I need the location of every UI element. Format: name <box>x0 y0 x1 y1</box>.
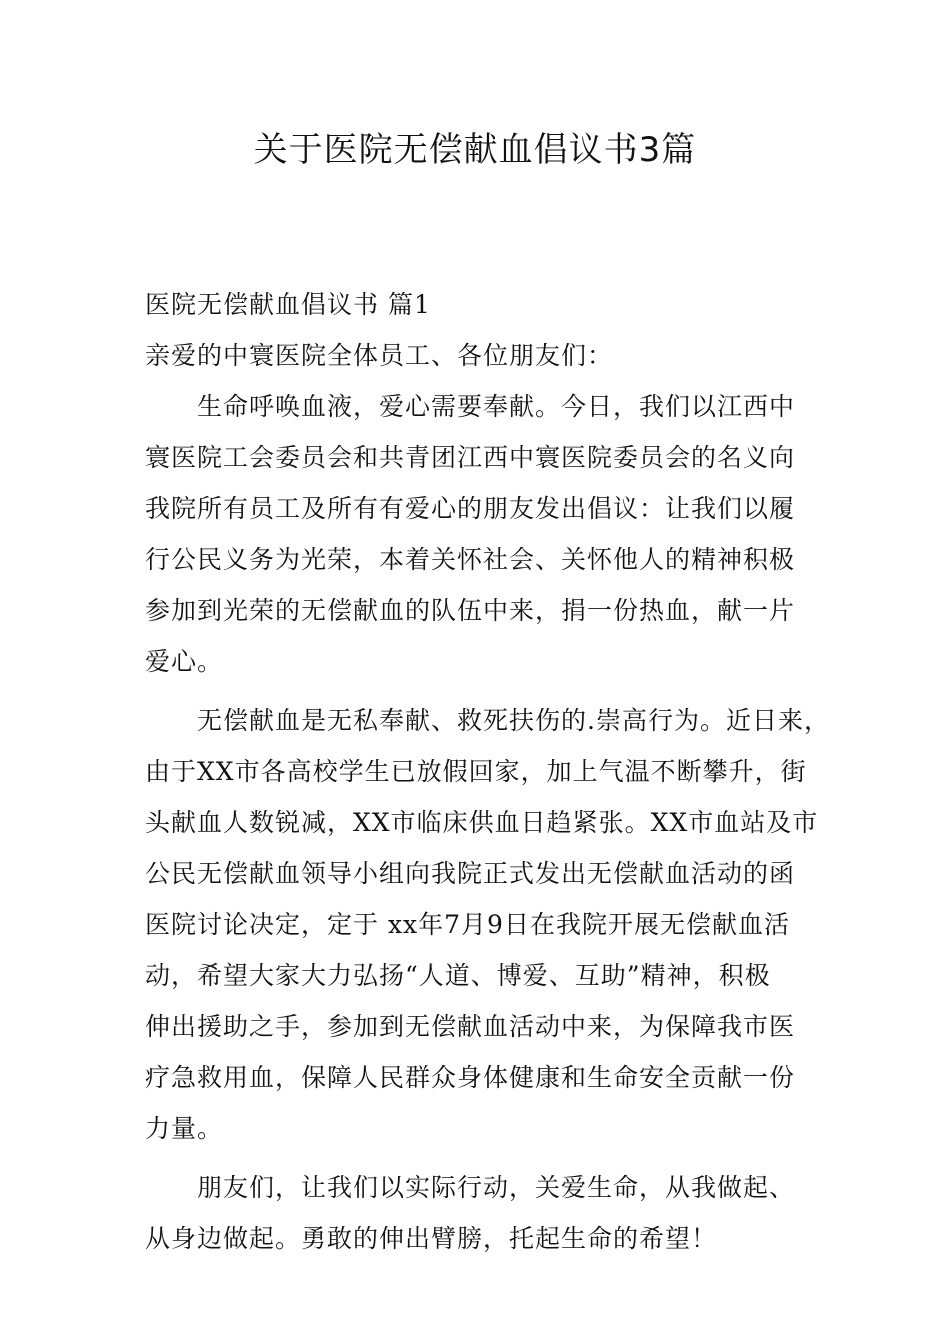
paragraph-line: 医院讨论决定，定于 xx年7月9日在我院开展无偿献血活 <box>145 910 790 939</box>
document-body <box>145 279 835 1264</box>
paragraph-line: 爱心。 <box>145 647 224 676</box>
paragraph-line: 朋友们，让我们以实际行动，关爱生命，从我做起、 <box>197 1173 796 1202</box>
paragraph-line: 公民无偿献血领导小组向我院正式发出无偿献血活动的函 <box>145 859 796 888</box>
paragraph-line: 由于XX市各高校学生已放假回家，加上气温不断攀升，街 <box>145 757 807 786</box>
paragraph-line: 无偿献血是无私奉献、救死扶伤的.崇高行为。近日来， <box>197 706 830 735</box>
paragraph-line: 力量。 <box>145 1114 224 1143</box>
paragraph-line: 疗急救用血，保障人民群众身体健康和生命安全贡献一份 <box>145 1063 796 1092</box>
paragraph-line: 寰医院工会委员会和共青团江西中寰医院委员会的名义向 <box>145 443 796 472</box>
section-heading: 医院无偿献血倡议书 篇1 <box>145 290 431 319</box>
paragraph-line: 行公民义务为光荣，本着关怀社会、关怀他人的精神积极 <box>145 545 796 574</box>
paragraph-line: 我院所有员工及所有有爱心的朋友发出倡议：让我们以履 <box>145 494 796 523</box>
paragraph-line: 参加到光荣的无偿献血的队伍中来，捐一份热血，献一片 <box>145 596 796 625</box>
document-title: 关于医院无偿献血倡议书3篇 <box>253 130 697 170</box>
paragraph-spacer <box>145 1154 835 1162</box>
paragraph-line: 动，希望大家大力弘扬“人道、博爱、互助”精神，积极 <box>145 961 771 990</box>
paragraph-line: 生命呼唤血液，爱心需要奉献。今日，我们以江西中 <box>197 392 796 421</box>
paragraph-1 <box>145 381 835 687</box>
paragraph-spacer <box>145 687 835 695</box>
paragraph-line: 头献血人数锐减，XX市临床供血日趋紧张。XX市血站及市 <box>145 808 819 837</box>
paragraph-3 <box>145 1162 835 1264</box>
salutation: 亲爱的中寰医院全体员工、各位朋友们： <box>145 341 614 370</box>
paragraph-2 <box>145 695 835 1154</box>
paragraph-line: 伸出援助之手，参加到无偿献血活动中来，为保障我市医 <box>145 1012 796 1041</box>
paragraph-line: 从身边做起。勇敢的伸出臂膀，托起生命的希望！ <box>145 1224 718 1253</box>
